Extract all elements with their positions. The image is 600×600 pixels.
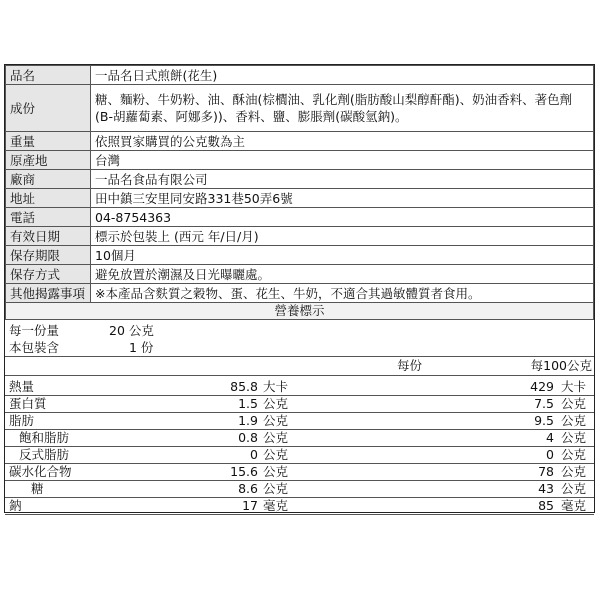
- info-row: [6, 265, 594, 284]
- per-serving-amount: 0: [250, 447, 258, 462]
- info-value: 避免放置於潮濕及日光曝曬處。: [91, 265, 594, 284]
- row-divider: [5, 514, 594, 515]
- info-row: [6, 151, 594, 170]
- info-value: 一品名日式煎餅(花生): [91, 66, 594, 85]
- info-row: [6, 170, 594, 189]
- info-row: [6, 227, 594, 246]
- nutrient-row: [5, 429, 594, 446]
- info-row: [6, 189, 594, 208]
- per-100g-amount: 78: [538, 464, 554, 479]
- nutrient-name: 飽和脂肪: [19, 430, 70, 445]
- info-value: 田中鎮三安里同安路331巷50弄6號: [91, 189, 594, 208]
- nutrient-row: [5, 480, 594, 497]
- serving-size-value: 20 公克: [109, 323, 154, 338]
- per-100g-unit: 公克: [561, 464, 587, 479]
- info-label: 電話: [6, 208, 91, 227]
- info-label: 保存方式: [6, 265, 91, 284]
- nutrient-row: [5, 378, 594, 395]
- nutrient-name: 反式脂肪: [19, 447, 70, 462]
- info-label: 地址: [6, 189, 91, 208]
- nutrient-name: 碳水化合物: [9, 464, 72, 479]
- info-label: 品名: [6, 66, 91, 85]
- per-serving-unit: 公克: [263, 481, 289, 496]
- per-100g-unit: 公克: [561, 447, 587, 462]
- per-100g-unit: 公克: [561, 413, 587, 428]
- info-label: 重量: [6, 132, 91, 151]
- product-info-table: [5, 65, 594, 303]
- nutrient-row: [5, 497, 594, 514]
- info-value: 10個月: [91, 246, 594, 265]
- info-row: [6, 208, 594, 227]
- per-serving-amount: 0.8: [238, 430, 258, 445]
- per-serving-amount: 17: [242, 498, 258, 513]
- per-100g-amount: 7.5: [534, 396, 554, 411]
- info-label: 廠商: [6, 170, 91, 189]
- info-value: 標示於包裝上 (西元 年/日/月): [91, 227, 594, 246]
- per-serving-amount: 8.6: [238, 481, 258, 496]
- per-100g-amount: 4: [546, 430, 554, 445]
- nutrient-name: 脂肪: [9, 413, 35, 428]
- per-serving-header: 每份: [396, 358, 422, 373]
- info-row: [6, 246, 594, 265]
- nutrition-title: 營養標示: [5, 303, 594, 320]
- nutrient-row: [5, 395, 594, 412]
- per-serving-unit: 公克: [263, 396, 289, 411]
- per-100g-amount: 85: [538, 498, 554, 513]
- info-value: 糖、麵粉、牛奶粉、油、酥油(棕櫚油、乳化劑(脂肪酸山梨醇酐酯)、奶油香料、著色劑(B-胡蘿蔔素、阿娜多))、香料、鹽、膨脹劑(碳酸氫鈉)。: [91, 85, 594, 132]
- nutrition-facts: [5, 320, 594, 512]
- per-serving-amount: 1.9: [238, 413, 258, 428]
- servings-per-pack-label: 本包裝含: [9, 340, 60, 355]
- nutrient-name: 蛋白質: [9, 396, 47, 411]
- info-value: 一品名食品有限公司: [91, 170, 594, 189]
- per-100g-unit: 公克: [561, 396, 587, 411]
- info-label: 成份: [6, 85, 91, 132]
- servings-per-pack-row: [5, 339, 594, 356]
- info-row: [6, 66, 594, 85]
- per-100g-unit: 公克: [561, 481, 587, 496]
- serving-size-label: 每一份量: [9, 323, 60, 338]
- per-serving-amount: 85.8: [230, 379, 258, 394]
- per-100g-header: 每100公克: [530, 358, 592, 373]
- nutrient-name: 鈉: [9, 498, 22, 513]
- info-label: 原產地: [6, 151, 91, 170]
- nutrient-row: [5, 446, 594, 463]
- nutrition-column-headers: [5, 357, 594, 374]
- per-100g-amount: 43: [538, 481, 554, 496]
- info-row: [6, 85, 594, 132]
- info-value: 依照買家購買的公克數為主: [91, 132, 594, 151]
- per-serving-unit: 毫克: [263, 498, 289, 513]
- nutrient-row: [5, 463, 594, 480]
- serving-size-row: [5, 322, 594, 339]
- info-value: ※本產品含麩質之穀物、蛋、花生、牛奶，不適合其過敏體質者食用。: [91, 284, 594, 303]
- info-label: 其他揭露事項: [6, 284, 91, 303]
- servings-per-pack-value: 1 份: [129, 340, 154, 355]
- nutrient-row: [5, 412, 594, 429]
- per-100g-amount: 429: [530, 379, 554, 394]
- per-100g-unit: 毫克: [561, 498, 587, 513]
- info-row: [6, 284, 594, 303]
- product-label-sheet: [4, 64, 595, 513]
- per-serving-unit: 公克: [263, 430, 289, 445]
- info-label: 有效日期: [6, 227, 91, 246]
- per-100g-unit: 公克: [561, 430, 587, 445]
- per-100g-amount: 9.5: [534, 413, 554, 428]
- per-serving-amount: 1.5: [238, 396, 258, 411]
- per-serving-amount: 15.6: [230, 464, 258, 479]
- per-serving-unit: 公克: [263, 447, 289, 462]
- nutrient-name: 熱量: [9, 379, 35, 394]
- info-label: 保存期限: [6, 246, 91, 265]
- per-serving-unit: 大卡: [263, 379, 289, 394]
- info-value: 台灣: [91, 151, 594, 170]
- per-100g-unit: 大卡: [561, 379, 587, 394]
- per-serving-unit: 公克: [263, 413, 289, 428]
- info-row: [6, 132, 594, 151]
- per-100g-amount: 0: [546, 447, 554, 462]
- per-serving-unit: 公克: [263, 464, 289, 479]
- info-value: 04-8754363: [91, 208, 594, 227]
- nutrient-name: 糖: [31, 481, 44, 496]
